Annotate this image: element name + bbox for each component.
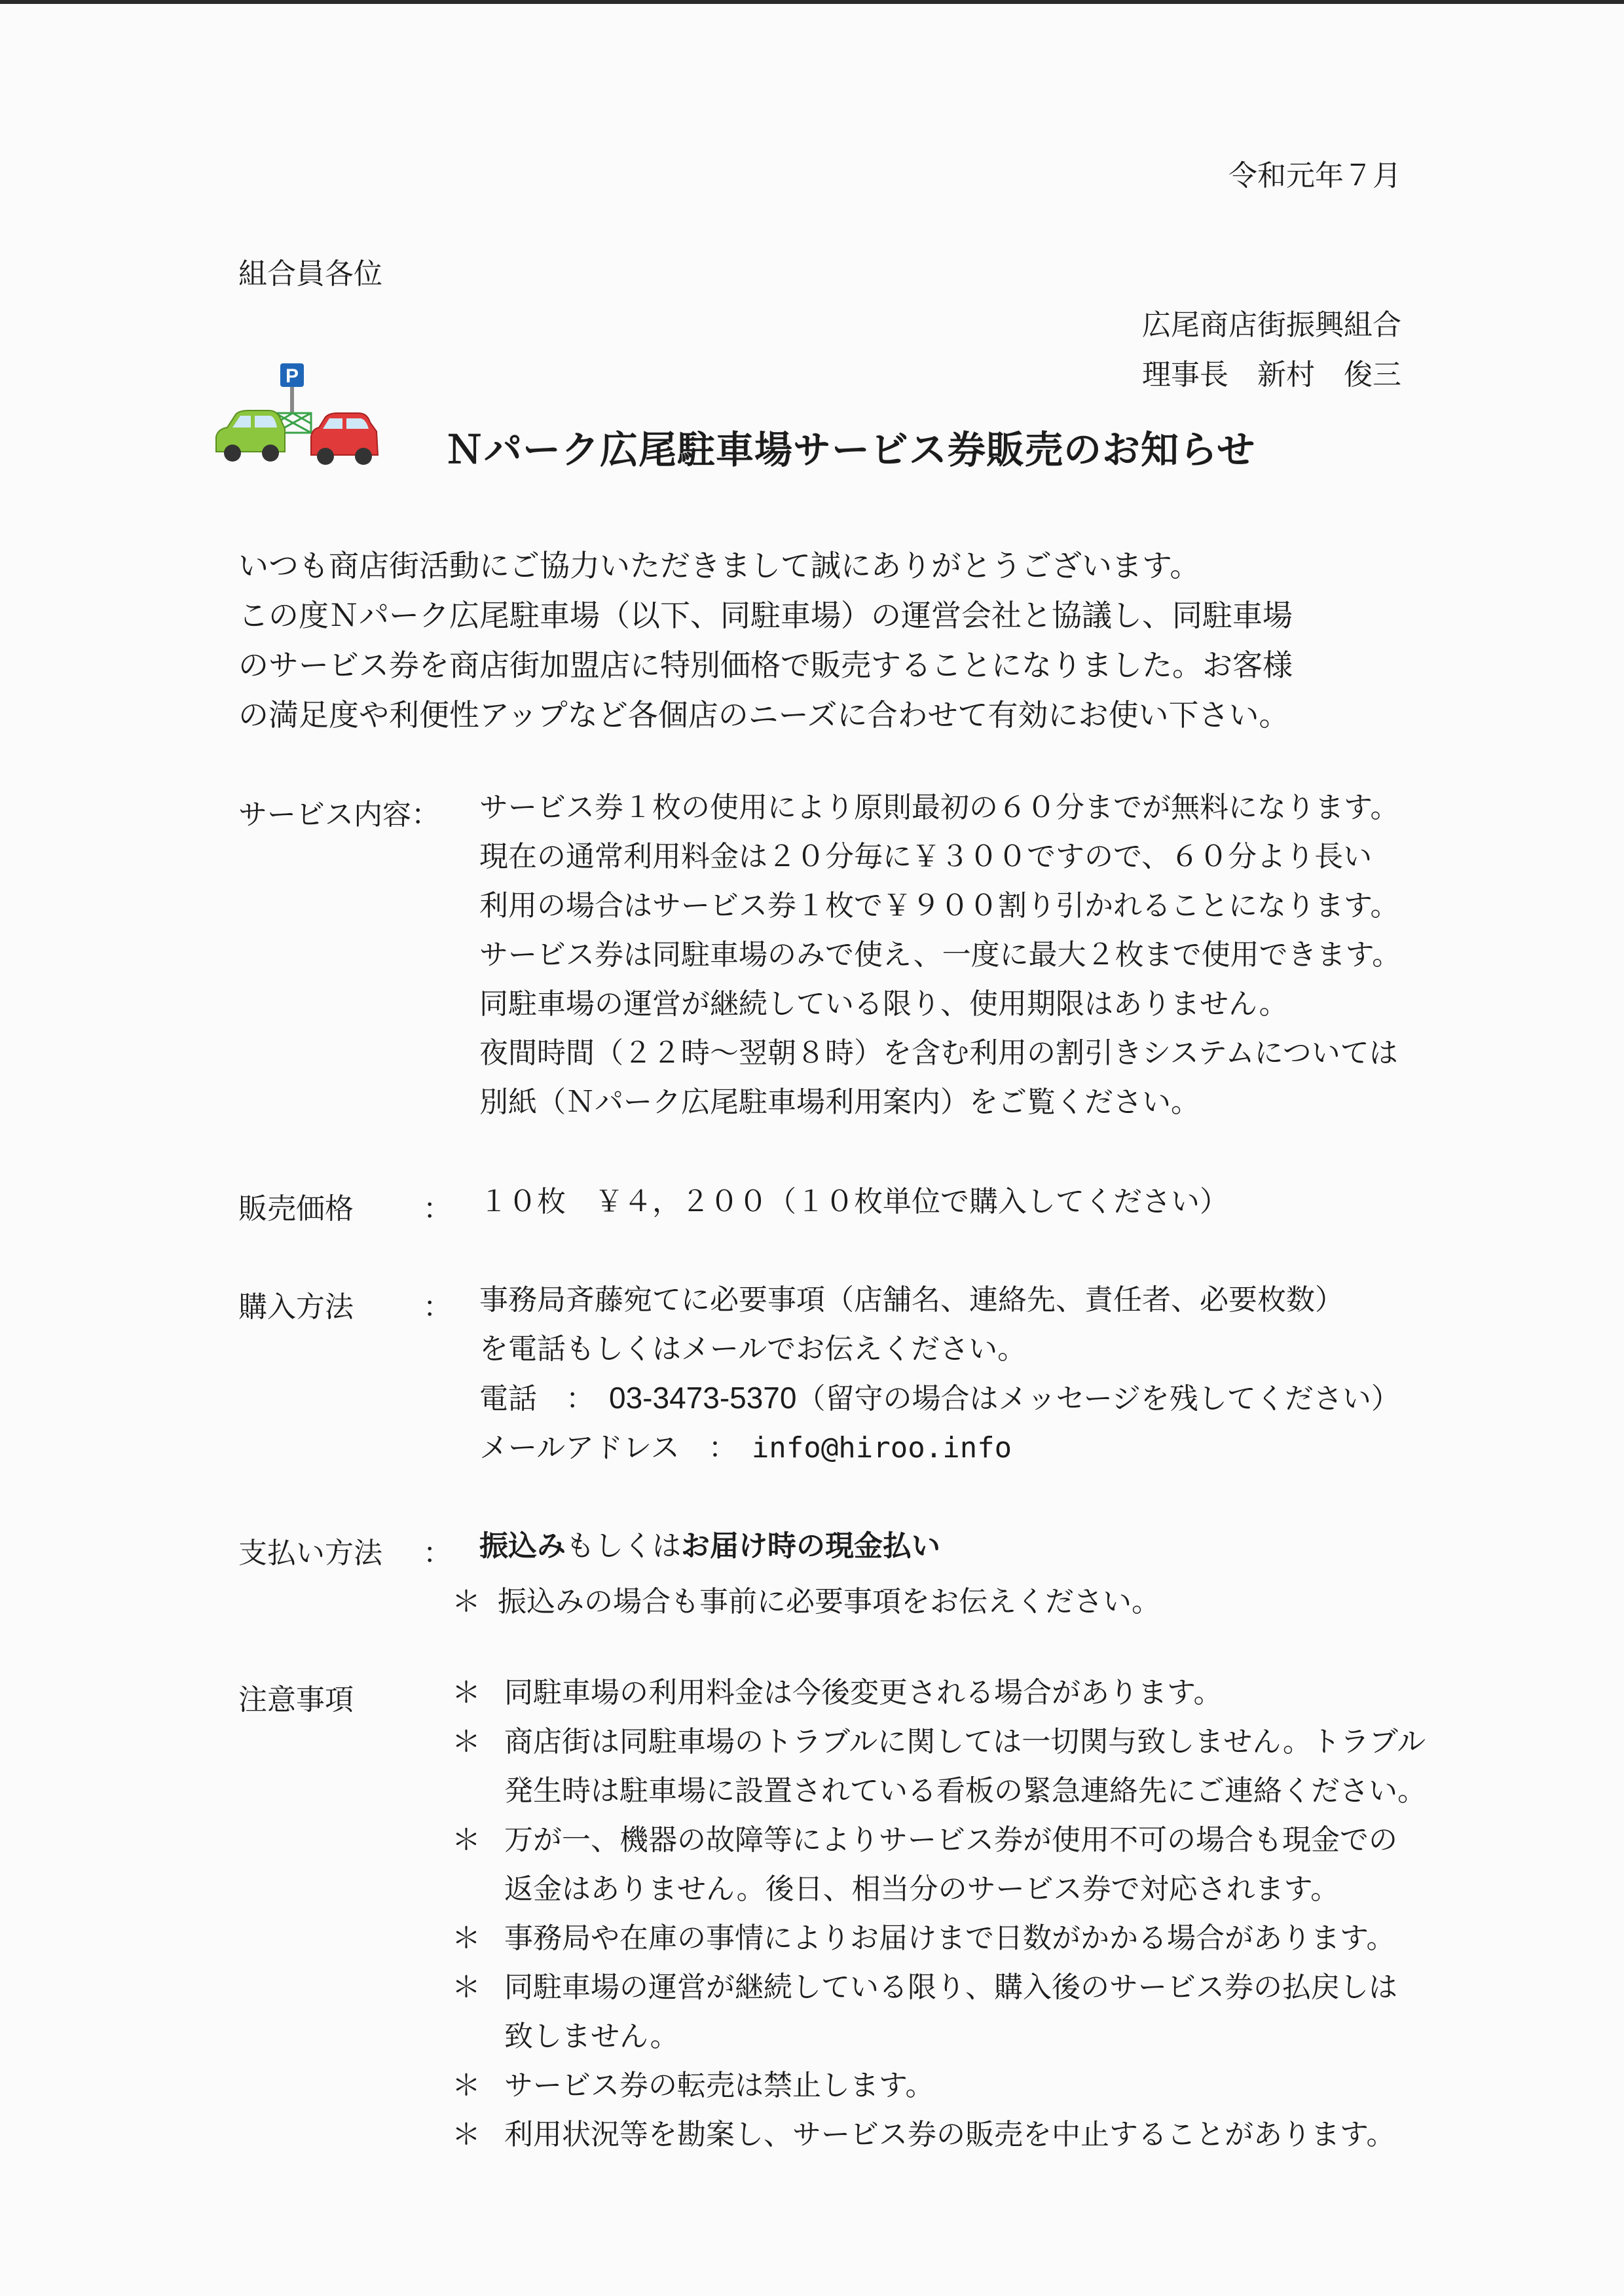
service-line: 現在の通常利用料金は２０分毎に￥３００ですので、６０分より長い [479,840,1373,873]
note-text: 同駐車場の利用料金は今後変更される場合があります。 [504,1676,1223,1709]
service-line: サービス券１枚の使用により原則最初の６０分までが無料になります。 [479,791,1399,824]
document-date: 令和元年７月 [1228,159,1401,192]
mail-row [479,1423,1400,1472]
note-text-cont: 返金はありません。後日、相当分のサービス券で対応されます。 [504,1872,1340,1906]
page-title: Ｎパーク広尾駐車場サービス券販売のお知らせ [445,428,1256,472]
payment-note: 振込みの場合も事前に必要事項をお伝えください。 [498,1585,1160,1618]
addressee: 組合員各位 [238,257,382,291]
note-item [452,1815,1426,1865]
purchase-body [479,1275,1400,1472]
note-mark: ＊ [452,2118,481,2151]
payment-bank: 振込み [479,1529,566,1563]
service-line: サービス券は同駐車場のみで使え、一度に最大２枚まで使用できます。 [479,938,1401,972]
intro-line: の満足度や利便性アップなど各個店のニーズに合わせて有効にお使い下さい。 [238,697,1289,733]
intro-line: いつも商店街活動にご協力いただきまして誠にありがとうございます。 [238,548,1200,583]
price-text: １０枚 ￥４，２００（１０枚単位で購入してください） [479,1185,1228,1218]
red-car-icon [311,413,378,465]
note-text: 同駐車場の運営が継続している限り、購入後のサービス券の払戻しは [504,1971,1397,2004]
service-line: 利用の場合はサービス券１枚で￥９００割り引かれることになります。 [479,889,1399,922]
payment-method [479,1522,940,1571]
sender-chair [1142,351,1401,393]
note-mark: ＊ [452,1676,481,1709]
phone-row [479,1374,1400,1423]
purchase-line: を電話もしくはメールでお伝えください。 [479,1332,1027,1366]
service-line: 夜間時間（２２時～翌朝８時）を含む利用の割引きシステムについては [479,1036,1398,1070]
intro-line: この度Ｎパーク広尾駐車場（以下、同駐車場）の運営会社と協議し、同駐車場 [238,598,1293,633]
note-item [452,1914,1426,1963]
service-label: サービス内容： [238,798,440,831]
mail-address[interactable]: info@hiroo.info [751,1431,1012,1465]
price-colon: ： [423,1192,452,1226]
intro-line: のサービス券を商店街加盟店に特別価格で販売することになりました。お客様 [238,647,1293,683]
note-item [452,1717,1426,1766]
note-mark: ＊ [452,1922,481,1955]
phone-number[interactable]: 03-3473-5370 [609,1381,797,1415]
purchase-colon: ： [423,1290,452,1324]
green-car-icon [216,410,285,462]
notes-label: 注意事項 [238,1683,354,1717]
chair-name: 新村 俊三 [1257,358,1401,392]
service-line: 別紙（Ｎパーク広尾駐車場利用案内）をご覧ください。 [479,1085,1200,1119]
phone-label: 電話 ： [479,1382,580,1415]
note-text: サービス券の転売は禁止します。 [504,2069,934,2102]
note-mark: ＊ [452,1971,481,2004]
payment-note-mark: ＊ [452,1585,481,1618]
note-text: 事務局や在庫の事情によりお届けまで日数がかかる場合があります。 [504,1922,1395,1955]
note-text: 商店街は同駐車場のトラブルに関しては一切関与致しません。トラブル [504,1725,1426,1758]
parking-sign-letter: P [285,365,299,387]
note-mark: ＊ [452,1725,481,1758]
purchase-line: 事務局斉藤宛てに必要事項（店舗名、連絡先、責任者、必要枚数） [479,1283,1344,1317]
note-text-cont: 致しません。 [504,2020,679,2053]
phone-note: （留守の場合はメッセージを残してください） [796,1382,1400,1415]
note-item [452,2110,1426,2159]
note-mark: ＊ [452,2069,481,2102]
payment-or: もしくは [566,1529,681,1563]
service-line: 同駐車場の運営が継続している限り、使用期限はありません。 [479,987,1288,1021]
scan-edge [0,0,1624,4]
purchase-label: 購入方法 [238,1290,354,1324]
parking-sign-pole [290,387,294,413]
note-text: 利用状況等を勘案し、サービス券の販売を中止することがあります。 [504,2118,1395,2151]
mail-label: メールアドレス ： [479,1431,723,1465]
note-item [452,1668,1426,1717]
chair-title: 理事長 [1142,358,1228,392]
payment-cash: お届け時の現金払い [681,1529,940,1563]
note-item [452,2061,1426,2110]
note-mark: ＊ [452,1823,481,1857]
note-text-cont: 発生時は駐車場に設置されている看板の緊急連絡先にご連絡ください。 [504,1774,1426,1808]
payment-colon: ： [423,1537,452,1570]
note-text: 万が一、機器の故障等によりサービス券が使用不可の場合も現金での [504,1823,1397,1857]
payment-label: 支払い方法 [238,1537,382,1570]
notes-list [452,1668,1426,2159]
service-body [479,783,1401,1127]
note-item [452,1963,1426,2012]
sender-organization: 広尾商店街振興組合 [1142,308,1401,342]
price-label: 販売価格 [238,1192,354,1226]
intro-paragraph [238,541,1293,740]
parking-cars-illustration [213,363,383,475]
